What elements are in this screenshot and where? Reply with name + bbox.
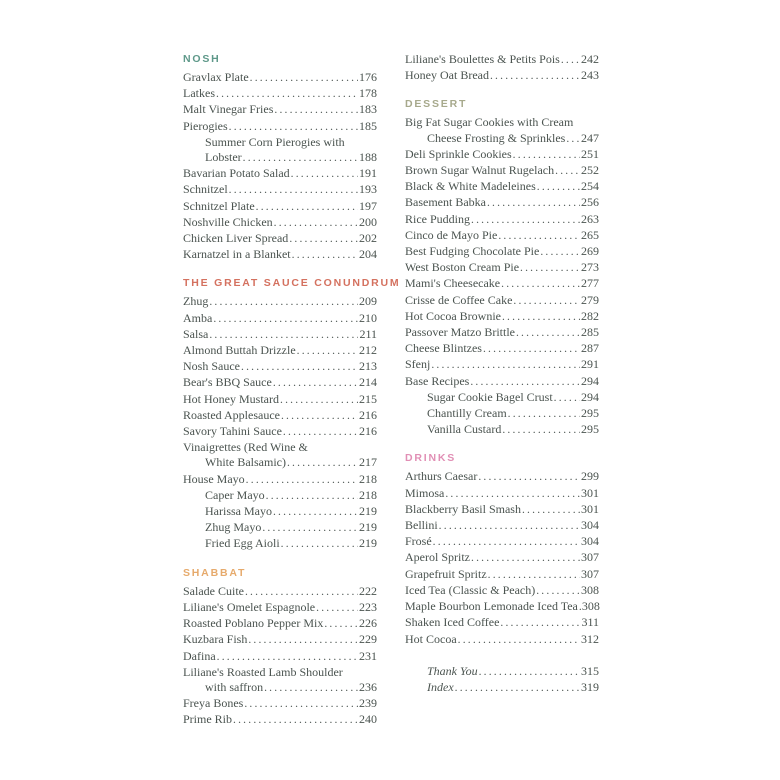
- toc-page-number: 308: [581, 599, 600, 614]
- toc-entry: [183, 247, 377, 263]
- toc-page-number: 213: [359, 359, 377, 374]
- toc-entry-label: Lobster: [205, 150, 242, 165]
- toc-leader-dots: [274, 215, 358, 231]
- toc-leader-dots: [479, 664, 580, 680]
- toc-section: [405, 52, 599, 84]
- toc-page-number: 282: [581, 308, 599, 323]
- toc-leader-dots: [470, 374, 580, 390]
- toc-leader-dots: [248, 632, 358, 648]
- toc-entry-label: Hot Cocoa: [405, 631, 457, 646]
- toc-entry-label: Iced Tea (Classic & Peach): [405, 582, 536, 597]
- toc-leader-dots: [233, 712, 358, 728]
- toc-leader-dots: [287, 455, 358, 471]
- toc-entry: [405, 195, 599, 211]
- toc-column-right: [405, 52, 599, 742]
- toc-leader-dots: [508, 406, 580, 422]
- toc-page-number: 214: [359, 375, 377, 390]
- toc-entry-label: Amba: [183, 310, 213, 325]
- toc-entry-label: Salsa: [183, 326, 209, 341]
- toc-page-number: 319: [581, 679, 599, 694]
- toc-entry-label: Roasted Poblano Pepper Mix: [183, 616, 324, 631]
- toc-entry: [405, 390, 599, 406]
- toc-page-number: 176: [359, 70, 377, 84]
- toc-leader-dots: [324, 616, 358, 632]
- toc-entry-label: Bavarian Potato Salad: [183, 166, 290, 181]
- toc-entry: [405, 131, 599, 147]
- toc-page-number: 226: [359, 616, 377, 631]
- toc-entry: [405, 680, 599, 696]
- toc-entry-label: Gravlax Plate: [183, 70, 249, 84]
- toc-entry: [405, 115, 599, 130]
- toc-entry: [183, 135, 377, 150]
- toc-entry: [183, 182, 377, 198]
- toc-entry-label: Base Recipes: [405, 373, 470, 388]
- toc-page-number: 239: [359, 696, 377, 711]
- toc-entry: [183, 359, 377, 375]
- toc-entry-label: Roasted Applesauce: [183, 407, 280, 422]
- toc-page-number: 308: [581, 582, 599, 597]
- toc-entry: [405, 518, 599, 534]
- toc-entry-label: Hot Honey Mustard: [183, 391, 279, 406]
- toc-entry: [405, 357, 599, 373]
- toc-leader-dots: [245, 584, 358, 600]
- toc-entry: [405, 550, 599, 566]
- toc-leader-dots: [516, 325, 580, 341]
- toc-leader-dots: [283, 424, 358, 440]
- toc-leader-dots: [246, 472, 358, 488]
- toc-entry-label: Karnatzel in a Blanket: [183, 247, 291, 262]
- toc-page-number: 294: [581, 373, 599, 388]
- toc-entry: [183, 696, 377, 712]
- toc-entry-label: Big Fat Sugar Cookies with Cream: [405, 115, 574, 130]
- toc-leader-dots: [500, 615, 580, 631]
- toc-leader-dots: [229, 182, 358, 198]
- toc-entry: [405, 615, 599, 631]
- toc-entry-label: Caper Mayo: [205, 487, 265, 502]
- toc-entry-label: Frosé: [405, 534, 432, 549]
- toc-page-number: 304: [581, 534, 599, 549]
- toc-entry-label: Black & White Madeleines: [405, 179, 536, 194]
- toc-entry: [405, 469, 599, 485]
- toc-page-number: 231: [359, 648, 377, 663]
- toc-page-number: 315: [581, 663, 599, 678]
- toc-leader-dots: [217, 649, 358, 665]
- toc-page-number: 295: [581, 422, 599, 437]
- toc-entry-label: Savory Tahini Sauce: [183, 424, 282, 439]
- toc-entry: [183, 311, 377, 327]
- toc-entry-label: Index: [427, 679, 454, 694]
- toc-page-number: 216: [359, 424, 377, 439]
- toc-page-number: 219: [359, 504, 377, 519]
- section-heading: NOSH: [183, 53, 221, 65]
- toc-leader-dots: [229, 119, 358, 135]
- toc-page-number: 291: [581, 357, 599, 372]
- toc-leader-dots: [273, 375, 358, 391]
- toc-entry: [183, 327, 377, 343]
- table-of-contents: [183, 52, 599, 742]
- toc-section: [405, 451, 599, 647]
- toc-leader-dots: [213, 311, 358, 327]
- toc-page-number: 273: [581, 260, 599, 275]
- toc-entry-label: Shaken Iced Coffee: [405, 615, 500, 630]
- toc-page-number: 185: [359, 118, 377, 133]
- toc-page-number: 215: [359, 391, 377, 406]
- toc-entry-label: Cheese Frosting & Sprinkles: [427, 130, 566, 145]
- toc-entry: [405, 374, 599, 390]
- toc-page-number: 252: [581, 163, 599, 178]
- toc-entry: [405, 244, 599, 260]
- toc-page-number: 210: [359, 310, 377, 325]
- toc-page-number: 265: [581, 227, 599, 242]
- toc-entry-label: Thank You: [427, 663, 478, 678]
- toc-leader-dots: [274, 102, 358, 118]
- toc-entry: [405, 309, 599, 325]
- toc-section: [183, 566, 377, 729]
- toc-page-number: 269: [581, 244, 599, 259]
- toc-leader-dots: [561, 52, 580, 68]
- toc-entry-label: Vanilla Custard: [427, 422, 502, 437]
- toc-entry: [405, 599, 599, 615]
- toc-entry-label: Nosh Sauce: [183, 359, 240, 374]
- toc-entry: [183, 119, 377, 135]
- toc-entry: [183, 215, 377, 231]
- toc-entry: [183, 632, 377, 648]
- toc-leader-dots: [209, 327, 358, 343]
- toc-leader-dots: [289, 231, 358, 247]
- toc-entry: [183, 343, 377, 359]
- toc-leader-dots: [241, 359, 358, 375]
- toc-entry-label: Freya Bones: [183, 696, 244, 711]
- toc-leader-dots: [490, 68, 580, 84]
- toc-entry: [405, 276, 599, 292]
- toc-entry-label: Hot Cocoa Brownie: [405, 308, 501, 323]
- toc-entry-label: Bellini: [405, 518, 438, 533]
- toc-entry-label: House Mayo: [183, 471, 245, 486]
- toc-leader-dots: [243, 150, 358, 166]
- toc-entry: [405, 68, 599, 84]
- toc-page-number: 243: [581, 68, 599, 83]
- toc-leader-dots: [216, 86, 358, 102]
- toc-page-number: 263: [581, 211, 599, 226]
- toc-entry: [183, 520, 377, 536]
- toc-entry-label: Aperol Spritz: [405, 550, 470, 565]
- toc-entry: [183, 649, 377, 665]
- toc-entry: [405, 163, 599, 179]
- toc-page-number: 229: [359, 632, 377, 647]
- toc-page-number: 197: [359, 198, 377, 213]
- toc-leader-dots: [502, 422, 580, 438]
- toc-page-number: 219: [359, 536, 377, 551]
- toc-leader-dots: [264, 680, 358, 696]
- toc-entry: [405, 583, 599, 599]
- toc-leader-dots: [522, 502, 580, 518]
- toc-entry-label: Cheese Blintzes: [405, 341, 482, 356]
- toc-entry-label: Salade Cuite: [183, 583, 244, 598]
- section-heading: DRINKS: [405, 452, 457, 465]
- toc-entry: [183, 504, 377, 520]
- toc-section: [405, 97, 599, 438]
- toc-entry: [405, 341, 599, 357]
- toc-entry: [405, 664, 599, 680]
- toc-entry-label: Schnitzel Plate: [183, 198, 255, 213]
- toc-entry: [405, 325, 599, 341]
- toc-leader-dots: [445, 486, 580, 502]
- toc-page-number: 312: [581, 631, 599, 646]
- toc-entry-label: White Balsamic): [205, 455, 286, 470]
- toc-leader-dots: [501, 276, 580, 292]
- toc-entry-label: Basement Babka: [405, 195, 486, 210]
- toc-entry-label: Crisse de Coffee Cake: [405, 292, 513, 307]
- toc-page-number: 311: [581, 615, 599, 630]
- toc-entry-label: Mimosa: [405, 485, 445, 500]
- toc-page-number: 219: [359, 520, 377, 535]
- toc-entry: [405, 567, 599, 583]
- toc-entry-label: Summer Corn Pierogies with: [205, 134, 345, 149]
- toc-entry: [405, 534, 599, 550]
- toc-section: [183, 276, 401, 552]
- toc-entry-label: Pierogies: [183, 118, 228, 133]
- toc-entry: [405, 228, 599, 244]
- toc-entry-label: Malt Vinegar Fries: [183, 102, 274, 117]
- toc-entry-label: Sugar Cookie Bagel Crust: [427, 389, 553, 404]
- toc-entry: [183, 455, 377, 471]
- toc-page-number: 183: [359, 102, 377, 117]
- toc-page-number: 236: [359, 679, 377, 694]
- toc-section: [183, 52, 377, 263]
- toc-entry: [183, 70, 377, 86]
- toc-leader-dots: [280, 392, 358, 408]
- toc-entry-label: Vinaigrettes (Red Wine &: [183, 440, 308, 455]
- toc-leader-dots: [439, 518, 580, 534]
- toc-entry: [183, 375, 377, 391]
- toc-leader-dots: [297, 343, 358, 359]
- toc-entry: [183, 616, 377, 632]
- toc-entry-label: Cinco de Mayo Pie: [405, 227, 498, 242]
- toc-page-number: 217: [359, 455, 377, 470]
- toc-entry-label: Noshville Chicken: [183, 214, 273, 229]
- toc-entry: [183, 408, 377, 424]
- toc-page-number: 277: [581, 276, 599, 291]
- toc-page-number: 247: [581, 130, 599, 145]
- toc-entry: [183, 294, 377, 310]
- toc-page-number: 285: [581, 325, 599, 340]
- toc-page-number: 304: [581, 518, 599, 533]
- toc-page-number: 212: [359, 343, 377, 358]
- toc-entry-label: Passover Matzo Brittle: [405, 325, 515, 340]
- toc-entry-label: Brown Sugar Walnut Rugelach: [405, 163, 555, 178]
- toc-entry: [183, 584, 377, 600]
- toc-entry-label: Dafina: [183, 648, 216, 663]
- toc-page-number: 240: [359, 712, 377, 727]
- toc-leader-dots: [554, 390, 580, 406]
- toc-page-number: 209: [359, 294, 377, 309]
- toc-leader-dots: [537, 179, 580, 195]
- toc-page-number: 301: [581, 501, 599, 516]
- toc-entry-label: Liliane's Omelet Espagnole: [183, 599, 316, 614]
- toc-entry-label: Honey Oat Bread: [405, 68, 489, 83]
- toc-entry: [183, 536, 377, 552]
- toc-leader-dots: [502, 309, 580, 325]
- toc-leader-dots: [471, 550, 580, 566]
- toc-page-number: 254: [581, 179, 599, 194]
- toc-leader-dots: [498, 228, 580, 244]
- toc-entry-label: Prime Rib: [183, 712, 233, 727]
- toc-entry-label: Liliane's Roasted Lamb Shoulder: [183, 664, 343, 679]
- toc-leader-dots: [273, 504, 358, 520]
- toc-leader-dots: [433, 534, 580, 550]
- toc-leader-dots: [262, 520, 358, 536]
- toc-leader-dots: [209, 294, 358, 310]
- toc-page-number: 191: [359, 166, 377, 181]
- toc-leader-dots: [250, 70, 358, 86]
- toc-entry: [405, 52, 599, 68]
- toc-entry-label: Rice Pudding: [405, 211, 470, 226]
- toc-section: [405, 664, 599, 696]
- toc-leader-dots: [292, 247, 358, 263]
- toc-entry-label: Chantilly Cream: [427, 406, 507, 421]
- toc-entry-label: with saffron: [205, 679, 264, 694]
- section-heading: DESSERT: [405, 98, 468, 111]
- toc-entry-label: Best Fudging Chocolate Pie: [405, 244, 540, 259]
- toc-leader-dots: [281, 408, 358, 424]
- toc-leader-dots: [555, 163, 580, 179]
- toc-page-number: 223: [359, 599, 377, 614]
- toc-leader-dots: [281, 536, 358, 552]
- toc-page-number: 251: [581, 146, 599, 161]
- toc-page-number: 204: [359, 247, 377, 262]
- toc-entry-label: Zhug Mayo: [205, 520, 262, 535]
- toc-entry: [183, 680, 377, 696]
- toc-page-number: 294: [581, 389, 599, 404]
- toc-entry: [405, 212, 599, 228]
- toc-leader-dots: [471, 212, 580, 228]
- toc-entry: [405, 293, 599, 309]
- toc-entry: [183, 199, 377, 215]
- toc-leader-dots: [540, 244, 580, 260]
- toc-entry-label: Mami's Cheesecake: [405, 276, 501, 291]
- toc-entry: [183, 440, 377, 455]
- toc-entry: [183, 424, 377, 440]
- toc-page-number: 222: [359, 583, 377, 598]
- toc-leader-dots: [431, 357, 580, 373]
- toc-leader-dots: [458, 632, 580, 648]
- toc-page-number: 216: [359, 407, 377, 422]
- toc-entry-label: Deli Sprinkle Cookies: [405, 146, 512, 161]
- toc-page-number: 218: [359, 487, 377, 502]
- toc-leader-dots: [316, 600, 358, 616]
- toc-leader-dots: [513, 147, 580, 163]
- toc-entry: [183, 86, 377, 102]
- toc-leader-dots: [579, 599, 581, 615]
- toc-page-number: 256: [581, 195, 599, 210]
- toc-page-number: 193: [359, 182, 377, 197]
- toc-entry-label: Chicken Liver Spread: [183, 231, 289, 246]
- toc-leader-dots: [513, 293, 580, 309]
- toc-leader-dots: [536, 583, 580, 599]
- toc-page-number: 188: [359, 150, 377, 165]
- toc-page-number: 178: [359, 86, 377, 101]
- toc-entry: [183, 488, 377, 504]
- toc-page-number: 279: [581, 292, 599, 307]
- toc-entry: [405, 422, 599, 438]
- toc-entry: [405, 406, 599, 422]
- toc-entry: [405, 486, 599, 502]
- toc-page-number: 307: [581, 566, 599, 581]
- toc-entry-label: Arthurs Caesar: [405, 469, 478, 484]
- toc-page-number: 307: [581, 550, 599, 565]
- toc-entry: [183, 166, 377, 182]
- toc-entry-label: Sfenj: [405, 357, 431, 372]
- toc-entry: [183, 231, 377, 247]
- toc-leader-dots: [291, 166, 358, 182]
- toc-entry-label: Kuzbara Fish: [183, 632, 248, 647]
- toc-entry: [183, 102, 377, 118]
- toc-page-number: 287: [581, 341, 599, 356]
- toc-entry: [405, 502, 599, 518]
- toc-leader-dots: [483, 341, 580, 357]
- toc-entry: [405, 632, 599, 648]
- toc-leader-dots: [487, 195, 580, 211]
- toc-page-number: 295: [581, 406, 599, 421]
- section-heading: SHABBAT: [183, 566, 247, 579]
- toc-page-number: 242: [581, 52, 599, 66]
- section-heading: THE GREAT SAUCE CONUNDRUM: [183, 277, 401, 290]
- toc-entry: [405, 179, 599, 195]
- toc-column-left: [183, 52, 401, 742]
- toc-leader-dots: [244, 696, 358, 712]
- toc-entry: [183, 600, 377, 616]
- toc-leader-dots: [478, 469, 580, 485]
- toc-entry: [183, 665, 377, 680]
- toc-entry-label: Grapefruit Spritz: [405, 566, 487, 581]
- toc-entry-label: Latkes: [183, 86, 215, 101]
- toc-entry-label: Fried Egg Aioli: [205, 536, 280, 551]
- toc-entry-label: Maple Bourbon Lemonade Iced Tea: [405, 599, 578, 614]
- toc-page-number: 299: [581, 469, 599, 484]
- toc-entry: [183, 150, 377, 166]
- toc-leader-dots: [266, 488, 358, 504]
- toc-entry-label: Liliane's Boulettes & Petits Pois: [405, 52, 560, 66]
- toc-entry: [183, 712, 377, 728]
- toc-page-number: 202: [359, 231, 377, 246]
- toc-entry-label: Blackberry Basil Smash: [405, 501, 521, 516]
- toc-entry-label: Almond Buttah Drizzle: [183, 343, 296, 358]
- toc-entry: [405, 260, 599, 276]
- toc-entry-label: Bear's BBQ Sauce: [183, 375, 272, 390]
- toc-page-number: 200: [359, 214, 377, 229]
- toc-entry: [405, 147, 599, 163]
- toc-page-number: 218: [359, 471, 377, 486]
- toc-entry: [183, 392, 377, 408]
- toc-entry-label: West Boston Cream Pie: [405, 260, 520, 275]
- toc-leader-dots: [256, 199, 358, 215]
- toc-page-number: 301: [581, 485, 599, 500]
- toc-leader-dots: [488, 567, 580, 583]
- toc-page-number: 211: [359, 326, 377, 341]
- toc-entry: [183, 472, 377, 488]
- toc-leader-dots: [520, 260, 580, 276]
- toc-leader-dots: [455, 680, 580, 696]
- toc-entry-label: Harissa Mayo: [205, 504, 272, 519]
- toc-entry-label: Schnitzel: [183, 182, 228, 197]
- toc-leader-dots: [566, 131, 580, 147]
- toc-entry-label: Zhug: [183, 294, 209, 309]
